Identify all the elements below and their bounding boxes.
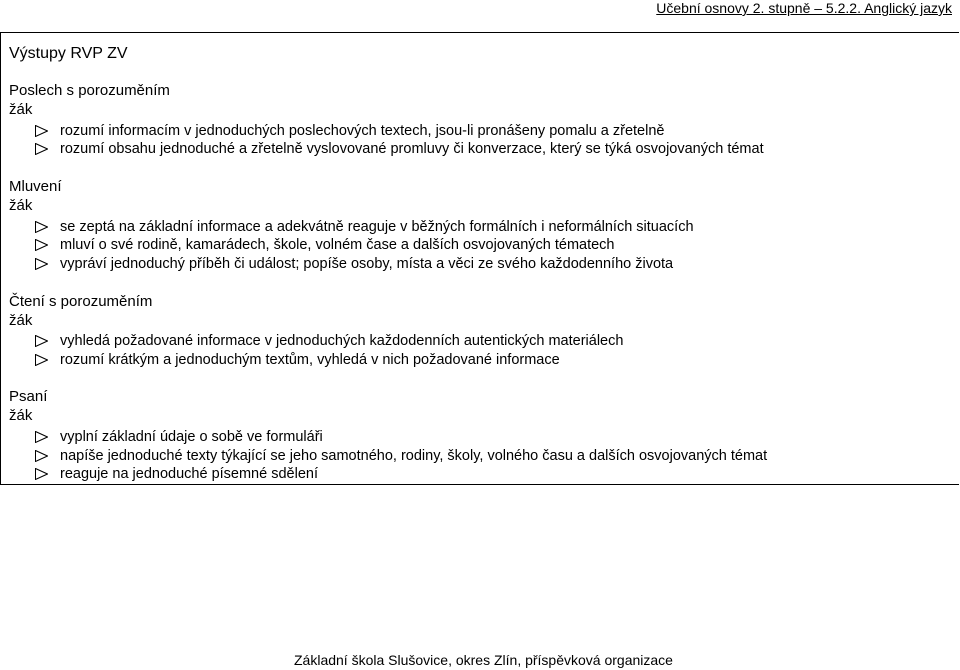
page-title: Výstupy RVP ZV (9, 45, 128, 62)
hollow-arrow-bullet-icon (35, 221, 48, 233)
student-label: žák (9, 312, 33, 329)
page-header: Učební osnovy 2. stupně – 5.2.2. Anglický jazyk (656, 0, 952, 16)
list-item-text: vypráví jednoduchý příběh či událost; popíše osoby, místa a věci ze svého každodenního života (60, 256, 674, 272)
list-item-text: vyhledá požadované informace v jednoduchých každodenních autentických materiálech (60, 333, 624, 349)
hollow-arrow-bullet-icon (35, 239, 48, 251)
student-label: žák (9, 101, 33, 118)
hollow-arrow-bullet-icon (35, 431, 48, 443)
list-item-text: rozumí krátkým a jednoduchým textům, vyhledá v nich požadované informace (60, 352, 560, 368)
list-item-text: mluví o své rodině, kamarádech, škole, volném čase a dalších osvojovaných tématech (60, 237, 615, 253)
hollow-arrow-bullet-icon (35, 450, 48, 462)
hollow-arrow-bullet-icon (35, 125, 48, 137)
list-item-text: rozumí informacím v jednoduchých poslechových textech, jsou-li pronášeny pomalu a zřetelně (60, 123, 665, 139)
page-footer: Základní škola Slušovice, okres Zlín, příspěvková organizace (294, 652, 673, 668)
list-item-text: napíše jednoduché texty týkající se jeho samotného, rodiny, školy, volného času a dalších osvojovaných témat (60, 448, 768, 464)
hollow-arrow-bullet-icon (35, 468, 48, 480)
section-title-reading: Čtení s porozuměním (9, 293, 153, 310)
section-title-writing: Psaní (9, 388, 48, 405)
list-item-text: reaguje na jednoduché písemné sdělení (60, 466, 318, 482)
hollow-arrow-bullet-icon (35, 143, 48, 155)
hollow-arrow-bullet-icon (35, 354, 48, 366)
student-label: žák (9, 407, 33, 424)
list-item-text: se zeptá na základní informace a adekvátně reaguje v běžných formálních i neformálních situacích (60, 219, 694, 235)
section-title-listening: Poslech s porozuměním (9, 82, 170, 99)
hollow-arrow-bullet-icon (35, 258, 48, 270)
list-item-text: vyplní základní údaje o sobě ve formuláři (60, 429, 323, 445)
list-item-text: rozumí obsahu jednoduché a zřetelně vyslovované promluvy či konverzace, který se týká osvojovaných témat (60, 141, 764, 157)
student-label: žák (9, 197, 33, 214)
section-title-speaking: Mluvení (9, 178, 62, 195)
hollow-arrow-bullet-icon (35, 335, 48, 347)
